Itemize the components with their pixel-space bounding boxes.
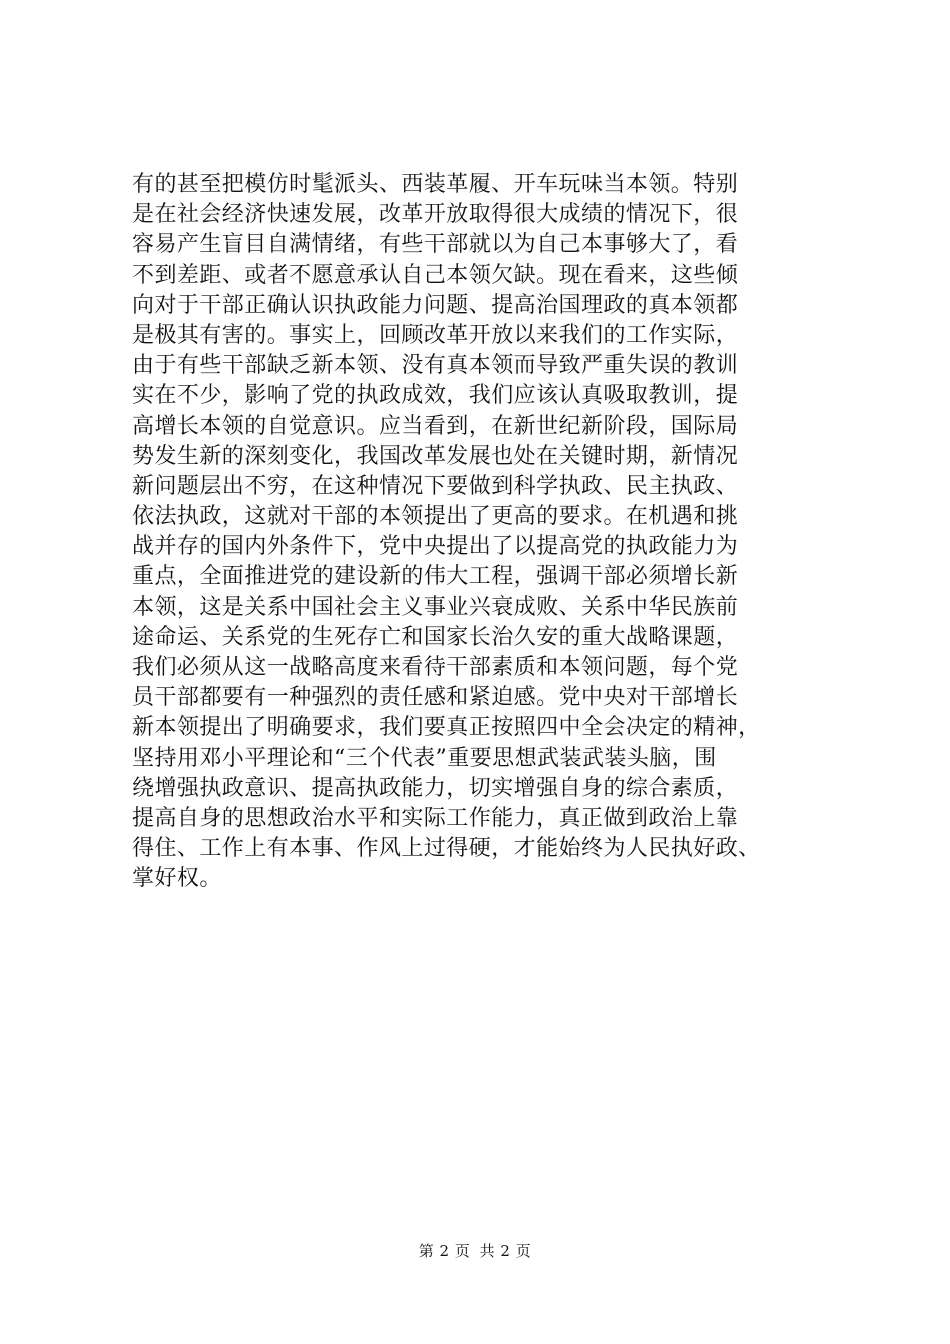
text-line: 高增长本领的自觉意识。应当看到，在新世纪新阶段，国际局: [132, 413, 739, 439]
text-line: 依法执政，这就对干部的本领提出了更高的要求。在机遇和挑: [132, 504, 739, 530]
text-line: 得住、工作上有本事、作风上过得硬，才能始终为人民执好政、: [132, 836, 761, 862]
text-line: 向对于干部正确认识执政能力问题、提高治国理政的真本领都: [132, 292, 739, 318]
text-line: 战并存的国内外条件下，党中央提出了以提高党的执政能力为: [132, 534, 739, 560]
text-line: 我们必须从这一战略高度来看待干部素质和本领问题，每个党: [132, 655, 739, 680]
text-line: 实在不少，影响了党的执政成效，我们应该认真吸取教训，提: [132, 383, 739, 409]
text-line: 新问题层出不穷，在这种情况下要做到科学执政、民主执政、: [132, 473, 739, 499]
text-line: 重点，全面推进党的建设新的伟大工程，强调干部必须增长新: [132, 564, 739, 590]
page-footer: [0, 1240, 950, 1262]
text-line: 本领，这是关系中国社会主义事业兴衰成败、关系中华民族前: [132, 594, 739, 620]
text-line: 途命运、关系党的生死存亡和国家长治久安的重大战略课题，: [132, 624, 739, 650]
text-line: 有的甚至把模仿时髦派头、西装革履、开车玩味当本领。特别: [132, 172, 739, 197]
text-line: 是极其有害的。事实上，回顾改革开放以来我们的工作实际，: [132, 322, 739, 348]
page-number: 第 2 页: [418, 1242, 471, 1260]
text-line: 是在社会经济快速发展，改革开放取得很大成绩的情况下，很: [132, 202, 739, 228]
text-line: 势发生新的深刻变化，我国改革发展也处在关键时期，新情况: [132, 443, 739, 469]
text-line: 新本领提出了明确要求，我们要真正按照四中全会决定的精神，: [132, 715, 761, 741]
text-line: 不到差距、或者不愿意承认自己本领欠缺。现在看来，这些倾: [132, 262, 739, 288]
text-line: 绕增强执政意识、提高执政能力，切实增强自身的综合素质，: [132, 775, 739, 801]
body-paragraph: [132, 170, 872, 895]
text-line: 掌好权。: [132, 866, 222, 892]
text-line: 提高自身的思想政治水平和实际工作能力，真正做到政治上靠: [132, 805, 739, 831]
text-line: 由于有些干部缺乏新本领、没有真本领而导致严重失误的教训: [132, 353, 739, 379]
text-line: 坚持用邓小平理论和“三个代表”重要思想武装武装头脑，围: [132, 745, 717, 771]
page-total: 共 2 页: [479, 1242, 532, 1260]
text-line: 容易产生盲目自满情绪，有些干部就以为自己本事够大了，看: [132, 232, 739, 258]
text-line: 员干部都要有一种强烈的责任感和紧迫感。党中央对干部增长: [132, 685, 739, 711]
